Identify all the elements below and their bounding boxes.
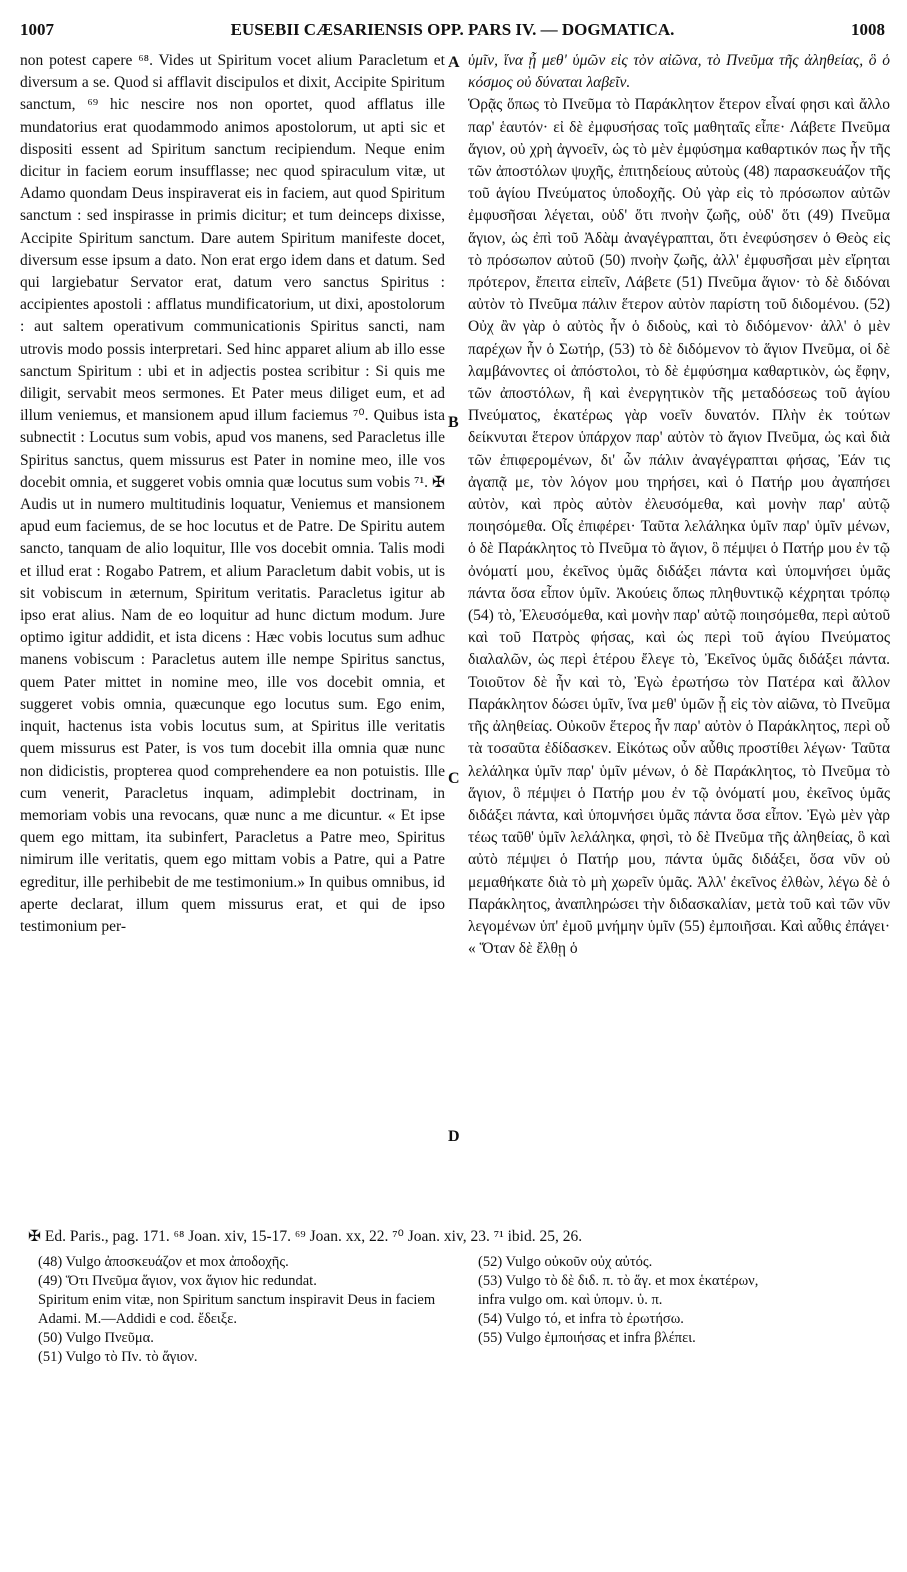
- footnote: (50) Vulgo Πνεῦμα.: [38, 1330, 154, 1346]
- greek-column: [468, 50, 890, 960]
- greek-opening-line: ὑμῖν, ἵνα ᾖ μεθ' ὑμῶν εἰς τὸν αἰῶνα, τὸ Πνεῦμα τῆς ἀληθείας, ὃ ὁ κόσμος οὐ δύναται λαβεῖν.: [468, 52, 890, 92]
- section-marker-b: B: [448, 414, 459, 431]
- footnotes-left: [38, 1253, 448, 1367]
- footnote: (48) Vulgo ἀποσκευάζον et mox ἀποδοχῆς.: [38, 1254, 289, 1270]
- section-marker-a: A: [448, 54, 460, 71]
- footnote: (55) Vulgo ἐμποιήσας et infra βλέπει.: [478, 1330, 696, 1346]
- footnotes-right: [478, 1253, 888, 1348]
- page-header: [20, 20, 885, 46]
- latin-paragraph: non potest capere ⁶⁸. Vides ut Spiritum vocet alium Paracletum et diversum a se. Quod si afflavit discipulos et dixit, Accipite Spiritum sanctum, ⁶⁹ hic nescire nos non oportet, quod afflatus ille mundatorius erat quodammodo animos apostolorum, ut apti sic et dispositi essent ad Spiritum sanctum recipiendum. Neque enim dicitur in faciem eorum insufflasse; nec quod spiraculum vitæ, ut Adamo quondam Deus inspiraverat eis in faciem, aut quod Spiritum sanctum : sed inspirasse in primis dicitur; et tum deinceps dixisse, Accipite Spiritum sanctum. Dare autem Spiritum manifeste docet, diversum esse ipsum a dato. Non erat ergo idem dans et datum. Sed qui largiebatur Servator erat, datum vero sanctus Spiritus : accipientes apostoli : afflatus mundificatorium, ut dixi, apostolorum : aut saltem operativum communicationis Spiritus sancti, nam utrovis modo possis interpretari. Sed hinc apparet alium ab illo esse sanctum Spiritum : ubi et in adjectis postea scribitur : Si quis me diligit, servabit meos sermones. Et Pater meus diliget eum, et ad illum veniemus, et mansionem apud illum faciemus ⁷⁰. Quibus ista subnectit : Locutus sum vobis, apud vos manens, sed Paracletus ille Spiritus sanctus, quem missurus est Pater in nomine meo, ille vos docebit omnia, et suggeret vobis omnia quæ locutus sum vobis ⁷¹. ✠ Audis ut in numero multitudinis loquatur, Veniemus et mansionem apud eum faciemus, de se hoc locutus et de Patre. De Spiritu autem sancto, tanquam de alio loquitur, Ille vos docebit omnia. Talis modi et illud erat : Rogabo Patrem, et alium Paracletum dabit vobis, ut is sit vobiscum in æternum, Spiritum veritatis. Paracletus igitur ab ipso erat alius. Nam de eo loquitur ad hunc dictum modum. Jure optimo igitur addidit, et ista dicens : Hæc vobis locutus sum adhuc manens vobiscum : Paracletus autem ille nempe Spiritus sanctus, quem Pater mittet in nomine meo, ille vos docebit omnia, et suggeret vobis omnia, quæcunque ego locutus sum. Ego enim, inquit, hactenus ista vobis locutus sum, at Spiritus ille veritatis quem missurus est Pater, is vos tum docebit illa omnia quæ nunc non didicistis, propterea quod comprehendere ea non potuistis. Ille cum venerit, Paracletus inquam, adimplebit doctrinam, in memoriam vobis una revocans, quæ nunc a me dicuntur. « Et ipse quem ego mittam, ita subinfert, Paracletus a Patre meo, Spiritus nimirum ille veritatis, quem ego mittam vobis a Patre, qui a Patre egreditur, ille perhibebit de me testimonium.» In quibus omnibus, id aperte declarat, illum quem missurus erat, et qui de ipso testimonium per-: [20, 52, 445, 935]
- section-marker-d: D: [448, 1128, 460, 1145]
- footnote: infra vulgo om. καὶ ὑπομν. ὑ. π.: [478, 1292, 663, 1308]
- right-page-number: 1008: [851, 20, 885, 39]
- footnote: Spiritum enim vitæ, non Spiritum sanctum inspiravit Deus in faciem Adami. M.—Addidi e cod. ἔδειξε.: [38, 1292, 436, 1327]
- running-title: EUSEBII CÆSARIENSIS OPP. PARS IV. — DOGMATICA.: [230, 20, 675, 39]
- scripture-references: ✠ Ed. Paris., pag. 171. ⁶⁸ Joan. xiv, 15-17. ⁶⁹ Joan. xx, 22. ⁷⁰ Joan. xiv, 23. ⁷¹ ibid. 25, 26.: [28, 1228, 583, 1245]
- footnote: (49) Ὅτι Πνεῦμα ἅγιον, vox ἅγιον hic redundat.: [38, 1273, 317, 1289]
- left-page-number: 1007: [20, 20, 54, 39]
- footnote: (53) Vulgo τὸ δὲ διδ. π. τὸ ἅγ. et mox ἑκατέρων,: [478, 1273, 759, 1289]
- section-marker-c: C: [448, 770, 460, 787]
- latin-column: [20, 50, 445, 938]
- footnote: (54) Vulgo τό, et infra τὸ ἐρωτήσω.: [478, 1311, 684, 1327]
- footnote: (51) Vulgo τὸ Πν. τὸ ἅγιον.: [38, 1349, 198, 1365]
- greek-paragraph: Ὁρᾷς ὅπως τὸ Πνεῦμα τὸ Παράκλητον ἕτερον εἶναί φησι καὶ ἄλλο παρ' ἑαυτόν· εἰ δὲ ἐμφυσήσας τοῖς μαθηταῖς εἶπε· Λάβετε Πνεῦμα ἅγιον, οὐ χρὴ ἀγνοεῖν, ὡς τὸ μὲν ἐμφύσημα καθαρτικόν πως ἦν τῆς τῶν ἀποστόλων ψυχῆς, ἐπιτηδείους αὐτοὺς (48) παρασκευάζον τῆς τοῦ ἁγίου Πνεύματος ὑποδοχῆς. Οὐ γὰρ εἰς τὸ πρόσωπον αὐτῶν ἐμφυσῆσαι λέγεται, οὐδ' ὅτι πνοὴν ζωῆς, οὐδ' ὅτι (49) Πνεῦμα ἅγιον, ὡς ἐπὶ τοῦ Ἀδὰμ ἀναγέγραπται, ὅτι ἐνεφύσησεν ὁ Θεὸς εἰς τὸ πρόσωπον αὐτοῦ (50) πνοὴν ζωῆς, ἀλλ' ἐμφυσῆσαι μὲν εἴρηται πρότερον, ἔπειτα εἰπεῖν, Λάβετε (51) Πνεῦμα ἅγιον· τὸ δὲ διδόναι αὐτὸν τὸ Πνεῦμα πάλιν ἕτερον αὐτὸν παρίστη τοῦ διδομένου. (52) Οὐχ ἂν γὰρ ὁ αὐτὸς ἦν ὁ διδοὺς, καὶ τὸ διδόμενον· ἀλλ' ὁ μὲν παρέχων ἦν ὁ Σωτήρ, (53) τὸ δὲ διδόμενον τὸ ἅγιον Πνεῦμα, οἱ δὲ λαμβάνοντες οἱ ἀπόστολοι, τὸ δὲ ἐμφύσημα καθαρτικὸν, ὡς ἔφην, τῶν ἀποστόλων, ἢ καὶ ἐνεργητικὸν τῆς μεταδόσεως τοῦ ἁγίου Πνεύματος, ἑκατέρως γὰρ νοεῖν δυνατόν. Πλὴν ἐκ τούτων δείκνυται ἕτερον ὑπάρχον παρ' αὐτὸν τὸ ἅγιον Πνεῦμα, ὡς καὶ διὰ τῶν ἐπιφερομένων, δι' ὧν πάλιν ἀναγέγραπται φήσας, Ἐάν τις ἀγαπᾷ με, τὸν λόγον μου τηρήσει, καὶ ὁ Πατήρ μου ἀγαπήσει αὐτὸν, καὶ πρὸς αὐτὸν ἐλευσόμεθα, καὶ μονὴν παρ' αὐτῷ ποιησόμεθα. Οἷς ἐπιφέρει· Ταῦτα λελάληκα ὑμῖν παρ' ὑμῖν μένων, ὁ δὲ Παράκλητος τὸ Πνεῦμα τὸ ἅγιον, ὃ πέμψει ὁ Πατήρ μου ἐν τῷ ὀνόματί μου, ἐκεῖνος ὑμᾶς διδάξει πάντα καὶ ὑπομνήσει ὑμᾶς πάντα ὅσα εἶπον ὑμῖν. Ἀκούεις ὅπως πληθυντικῷ κέχρηται τρόπῳ (54) τὸ, Ἐλευσόμεθα, καὶ μονὴν παρ' αὐτῷ ποιησόμεθα, περὶ αὐτοῦ καὶ τοῦ Πατρὸς φήσας, καὶ ὡς περὶ τοῦ ἁγίου Πνεύματος διαλαλῶν, ὡς περὶ ἑτέρου ἔλεγε τὸ, Ἐκεῖνος ὑμᾶς διδάξει πάντα. Τοιοῦτον δὲ ἦν καὶ τὸ, Ἐγὼ ἐρωτήσω τὸν Πατέρα καὶ ἄλλον Παράκλητον δώσει ὑμῖν, ἵνα μεθ' ὑμῶν ᾖ εἰς τὸν αἰῶνα, τὸ Πνεῦμα τῆς ἀληθείας. Οὐκοῦν ἕτερος ἦν παρ' αὐτὸν ὁ Παράκλητος, περὶ οὗ τὰ τοσαῦτα ἐδίδασκεν. Εἰκότως οὖν αὖθις προστίθει λέγων· Ταῦτα λελάληκα ὑμῖν παρ' ὑμῖν μένων, ὁ δὲ Παράκλητος, τὸ Πνεῦμα τὸ ἅγιον, ὃ πέμψει ὁ Πατήρ μου ἐν τῷ ὀνόματί μου, ἐκεῖνος ὑμᾶς διδάξει πάντα, καὶ ὑπομνήσει ὑμᾶς πάντα ὅσα εἶπον. Ἐγὼ μὲν γὰρ τέως ταῦθ' ὑμῖν λελάληκα, φησὶ, τὸ δὲ Πνεῦμα τῆς ἀληθείας, ὃ καὶ αὐτὸ πέμψει ὁ Πατήρ μου, πάντα ὑμᾶς διδάξει, ὅσα νῦν οὐ μεμαθήκατε διὰ τὸ μὴ χωρεῖν ὑμᾶς. Ἀλλ' ἐκεῖνος ἐλθὼν, λέγω δὲ ὁ Παράκλητος, ἀναπληρώσει τὴν διδασκαλίαν, μετὰ τοῦ καὶ τῶν νῦν λεγομένων ὑπ' ἐμοῦ μνήμην ὑμῖν (55) ἐμποιῆσαι. Καὶ αὖθις ἐπάγει· « Ὅταν δὲ ἔλθῃ ὁ: [468, 96, 890, 958]
- footnote: (52) Vulgo οὐκοῦν οὐχ αὐτός.: [478, 1254, 653, 1270]
